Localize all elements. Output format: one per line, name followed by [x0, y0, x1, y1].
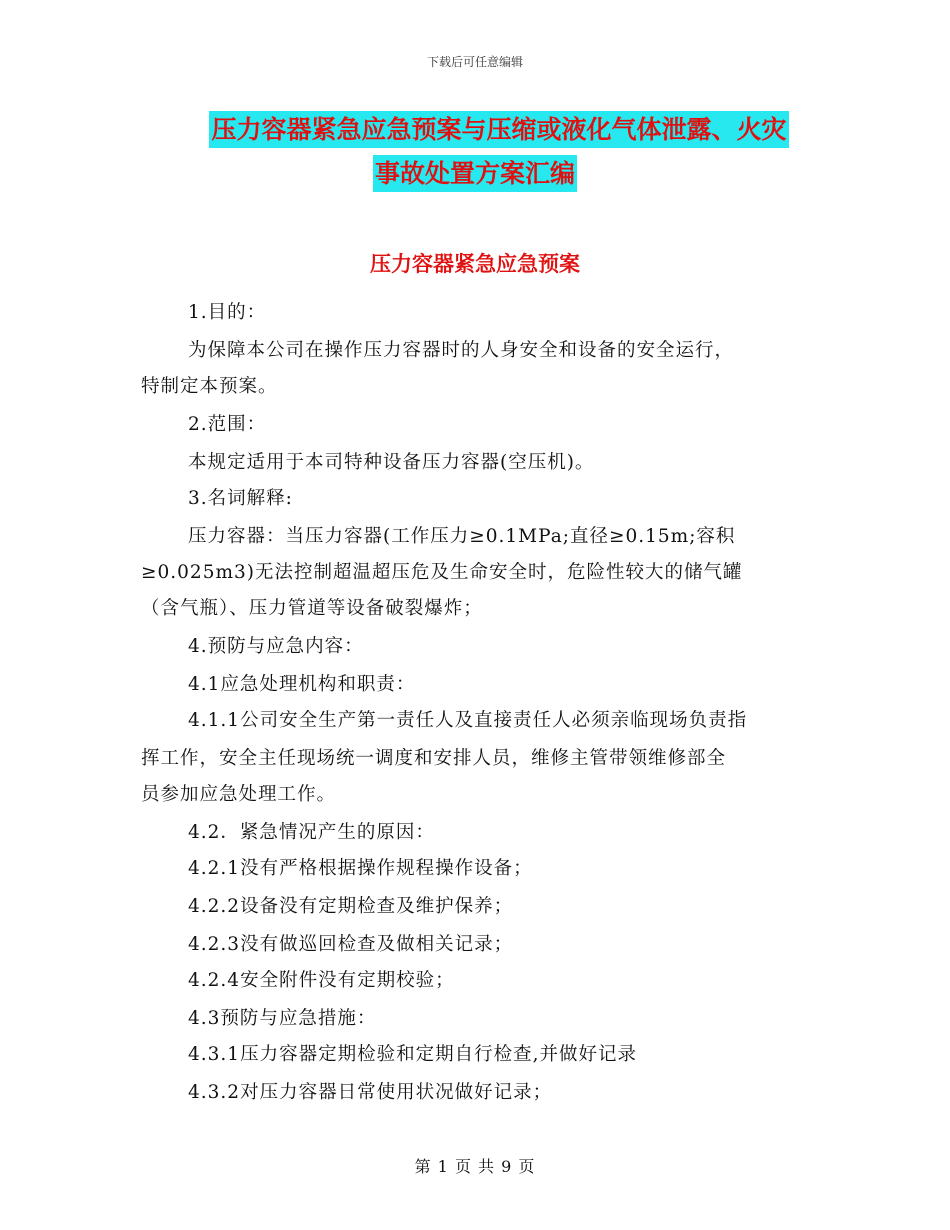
paragraph-line: 员参加应急处理工作。 [141, 784, 337, 805]
paragraph-line: 4.1应急处理机构和职责： [188, 674, 416, 695]
paragraph-line: 4.2.3没有做巡回检查及做相关记录； [188, 934, 514, 955]
paragraph-line: 4.2.2设备没有定期检查及维护保养； [188, 896, 514, 917]
document-title-line-1: 压力容器紧急应急预案与压缩或液化气体泄露、火灾 [24, 115, 950, 145]
paragraph-line: 1.目的： [188, 302, 267, 323]
paragraph-line: 为保障本公司在操作压力容器时的人身安全和设备的安全运行， [188, 340, 735, 361]
paragraph-line: 4.2．紧急情况产生的原因： [188, 822, 435, 843]
section-title: 压力容器紧急应急预案 [370, 252, 580, 276]
paragraph-line: （含气瓶）、压力管道等设备破裂爆炸； [141, 598, 483, 619]
paragraph-line: 4.3.1压力容器定期检验和定期自行检查,并做好记录 [188, 1044, 637, 1065]
paragraph-line: 本规定适用于本司特种设备压力容器(空压机)。 [188, 452, 595, 473]
paragraph-line: 2.范围： [188, 414, 267, 435]
paragraph-line: 3.名词解释: [188, 488, 293, 509]
page-number-footer: 第 1 页 共 9 页 [414, 1157, 536, 1176]
paragraph-line: ≥0.025m3)无法控制超温超压危及生命安全时，危险性较大的储气罐 [141, 562, 743, 583]
document-title-line-2: 事故处置方案汇编 [0, 159, 950, 189]
paragraph-line: 挥工作，安全主任现场统一调度和安排人员，维修主管带领维修部全 [141, 748, 727, 769]
paragraph-line: 4.3预防与应急措施： [188, 1008, 377, 1029]
paragraph-line: 压力容器：当压力容器(工作压力≥0.1MPa;直径≥0.15m;容积 [188, 526, 736, 547]
paragraph-line: 4.2.4安全附件没有定期校验； [188, 970, 455, 991]
paragraph-line: 特制定本预案。 [141, 376, 278, 397]
header-note: 下载后可任意编辑 [426, 55, 523, 69]
paragraph-line: 4.3.2对压力容器日常使用状况做好记录； [188, 1082, 553, 1103]
paragraph-line: 4.预防与应急内容： [188, 636, 364, 657]
paragraph-line: 4.2.1没有严格根据操作规程操作设备； [188, 858, 533, 879]
paragraph-line: 4.1.1公司安全生产第一责任人及直接责任人必须亲临现场负责指 [188, 710, 748, 731]
